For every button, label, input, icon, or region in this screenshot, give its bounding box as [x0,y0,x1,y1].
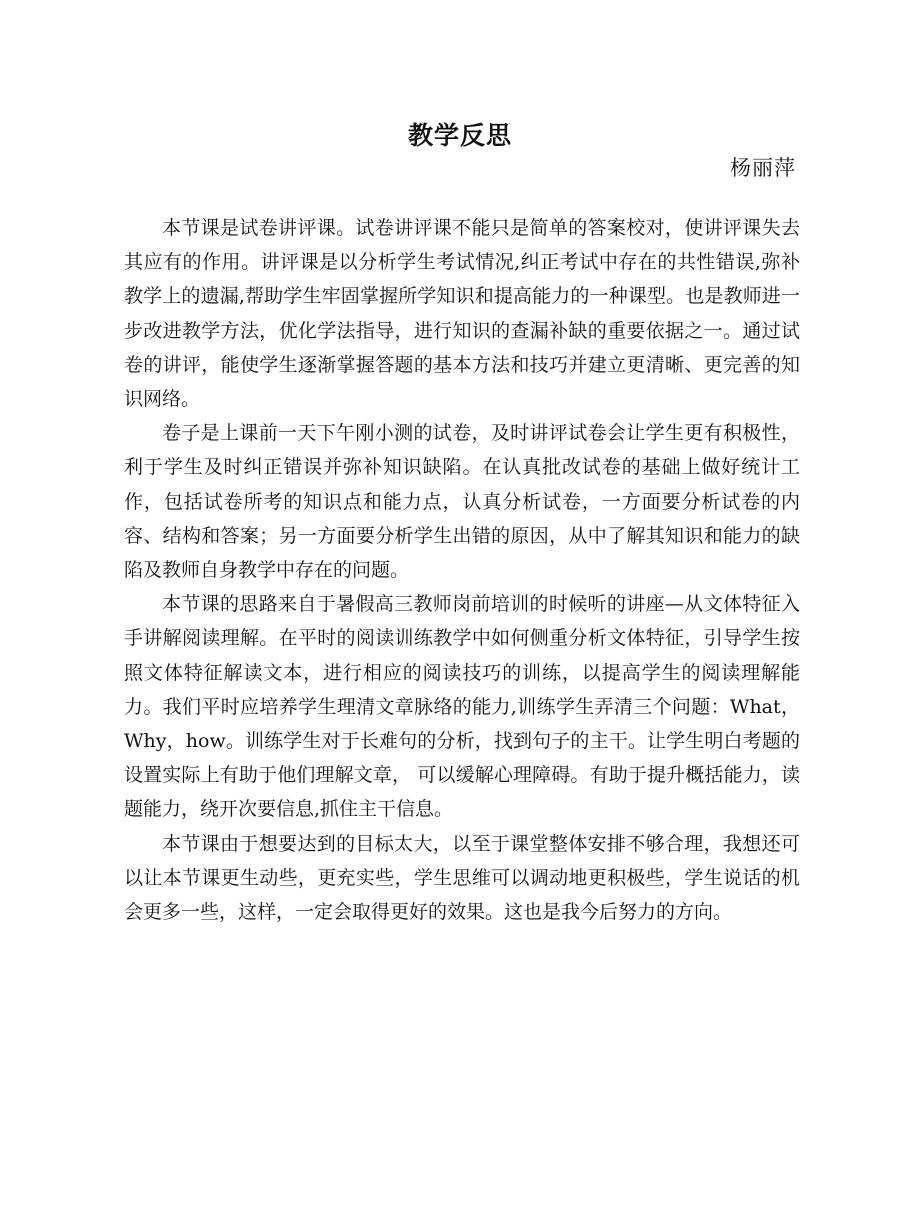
author-name: 杨丽萍 [730,156,796,180]
paragraph-3: 本节课的思路来自于暑假高三教师岗前培训的时候听的讲座—从文体特征入手讲解阅读理解。在平时的阅读训练教学中如何侧重分析文体特征，引导学生按照文体特征解读文本，进行相应的阅读技巧的训练，以提高学生的阅读理解能力。我们平时应培养学生理清文章脉络的能力,训练学生弄清三个问题：What，Why，how。训练学生对于长难句的分析，找到句子的主干。让学生明白考题的设置实际上有助于他们理解文章， 可以缓解心理障碍。有助于提升概括能力，读题能力，绕开次要信息,抓住主干信息。 [124,593,800,821]
paragraph-2: 卷子是上课前一天下午刚小测的试卷，及时讲评试卷会让学生更有积极性，利于学生及时纠正错误并弥补知识缺陷。在认真批改试卷的基础上做好统计工作，包括试卷所考的知识点和能力点，认真分析试卷，一方面要分析试卷的内容、结构和答案；另一方面要分析学生出错的原因，从中了解其知识和能力的缺陷及教师自身教学中存在的问题。 [124,422,800,582]
document-title: 教学反思 [407,121,512,150]
document-body [124,211,800,929]
paragraph-1: 本节课是试卷讲评课。试卷讲评课不能只是简单的答案校对，使讲评课失去其应有的作用。讲评课是以分析学生考试情况,纠正考试中存在的共性错误,弥补教学上的遗漏,帮助学生牢固掌握所学知识和提高能力的一种课型。也是教师进一步改进教学方法，优化学法指导，进行知识的查漏补缺的重要依据之一。通过试卷的讲评，能使学生逐渐掌握答题的基本方法和技巧并建立更清晰、更完善的知识网络。 [124,217,800,411]
paragraph-4: 本节课由于想要达到的目标太大，以至于课堂整体安排不够合理，我想还可以让本节课更生动些，更充实些，学生思维可以调动地更积极些，学生说话的机会更多一些，这样，一定会取得更好的效果。这也是我今后努力的方向。 [124,832,800,924]
